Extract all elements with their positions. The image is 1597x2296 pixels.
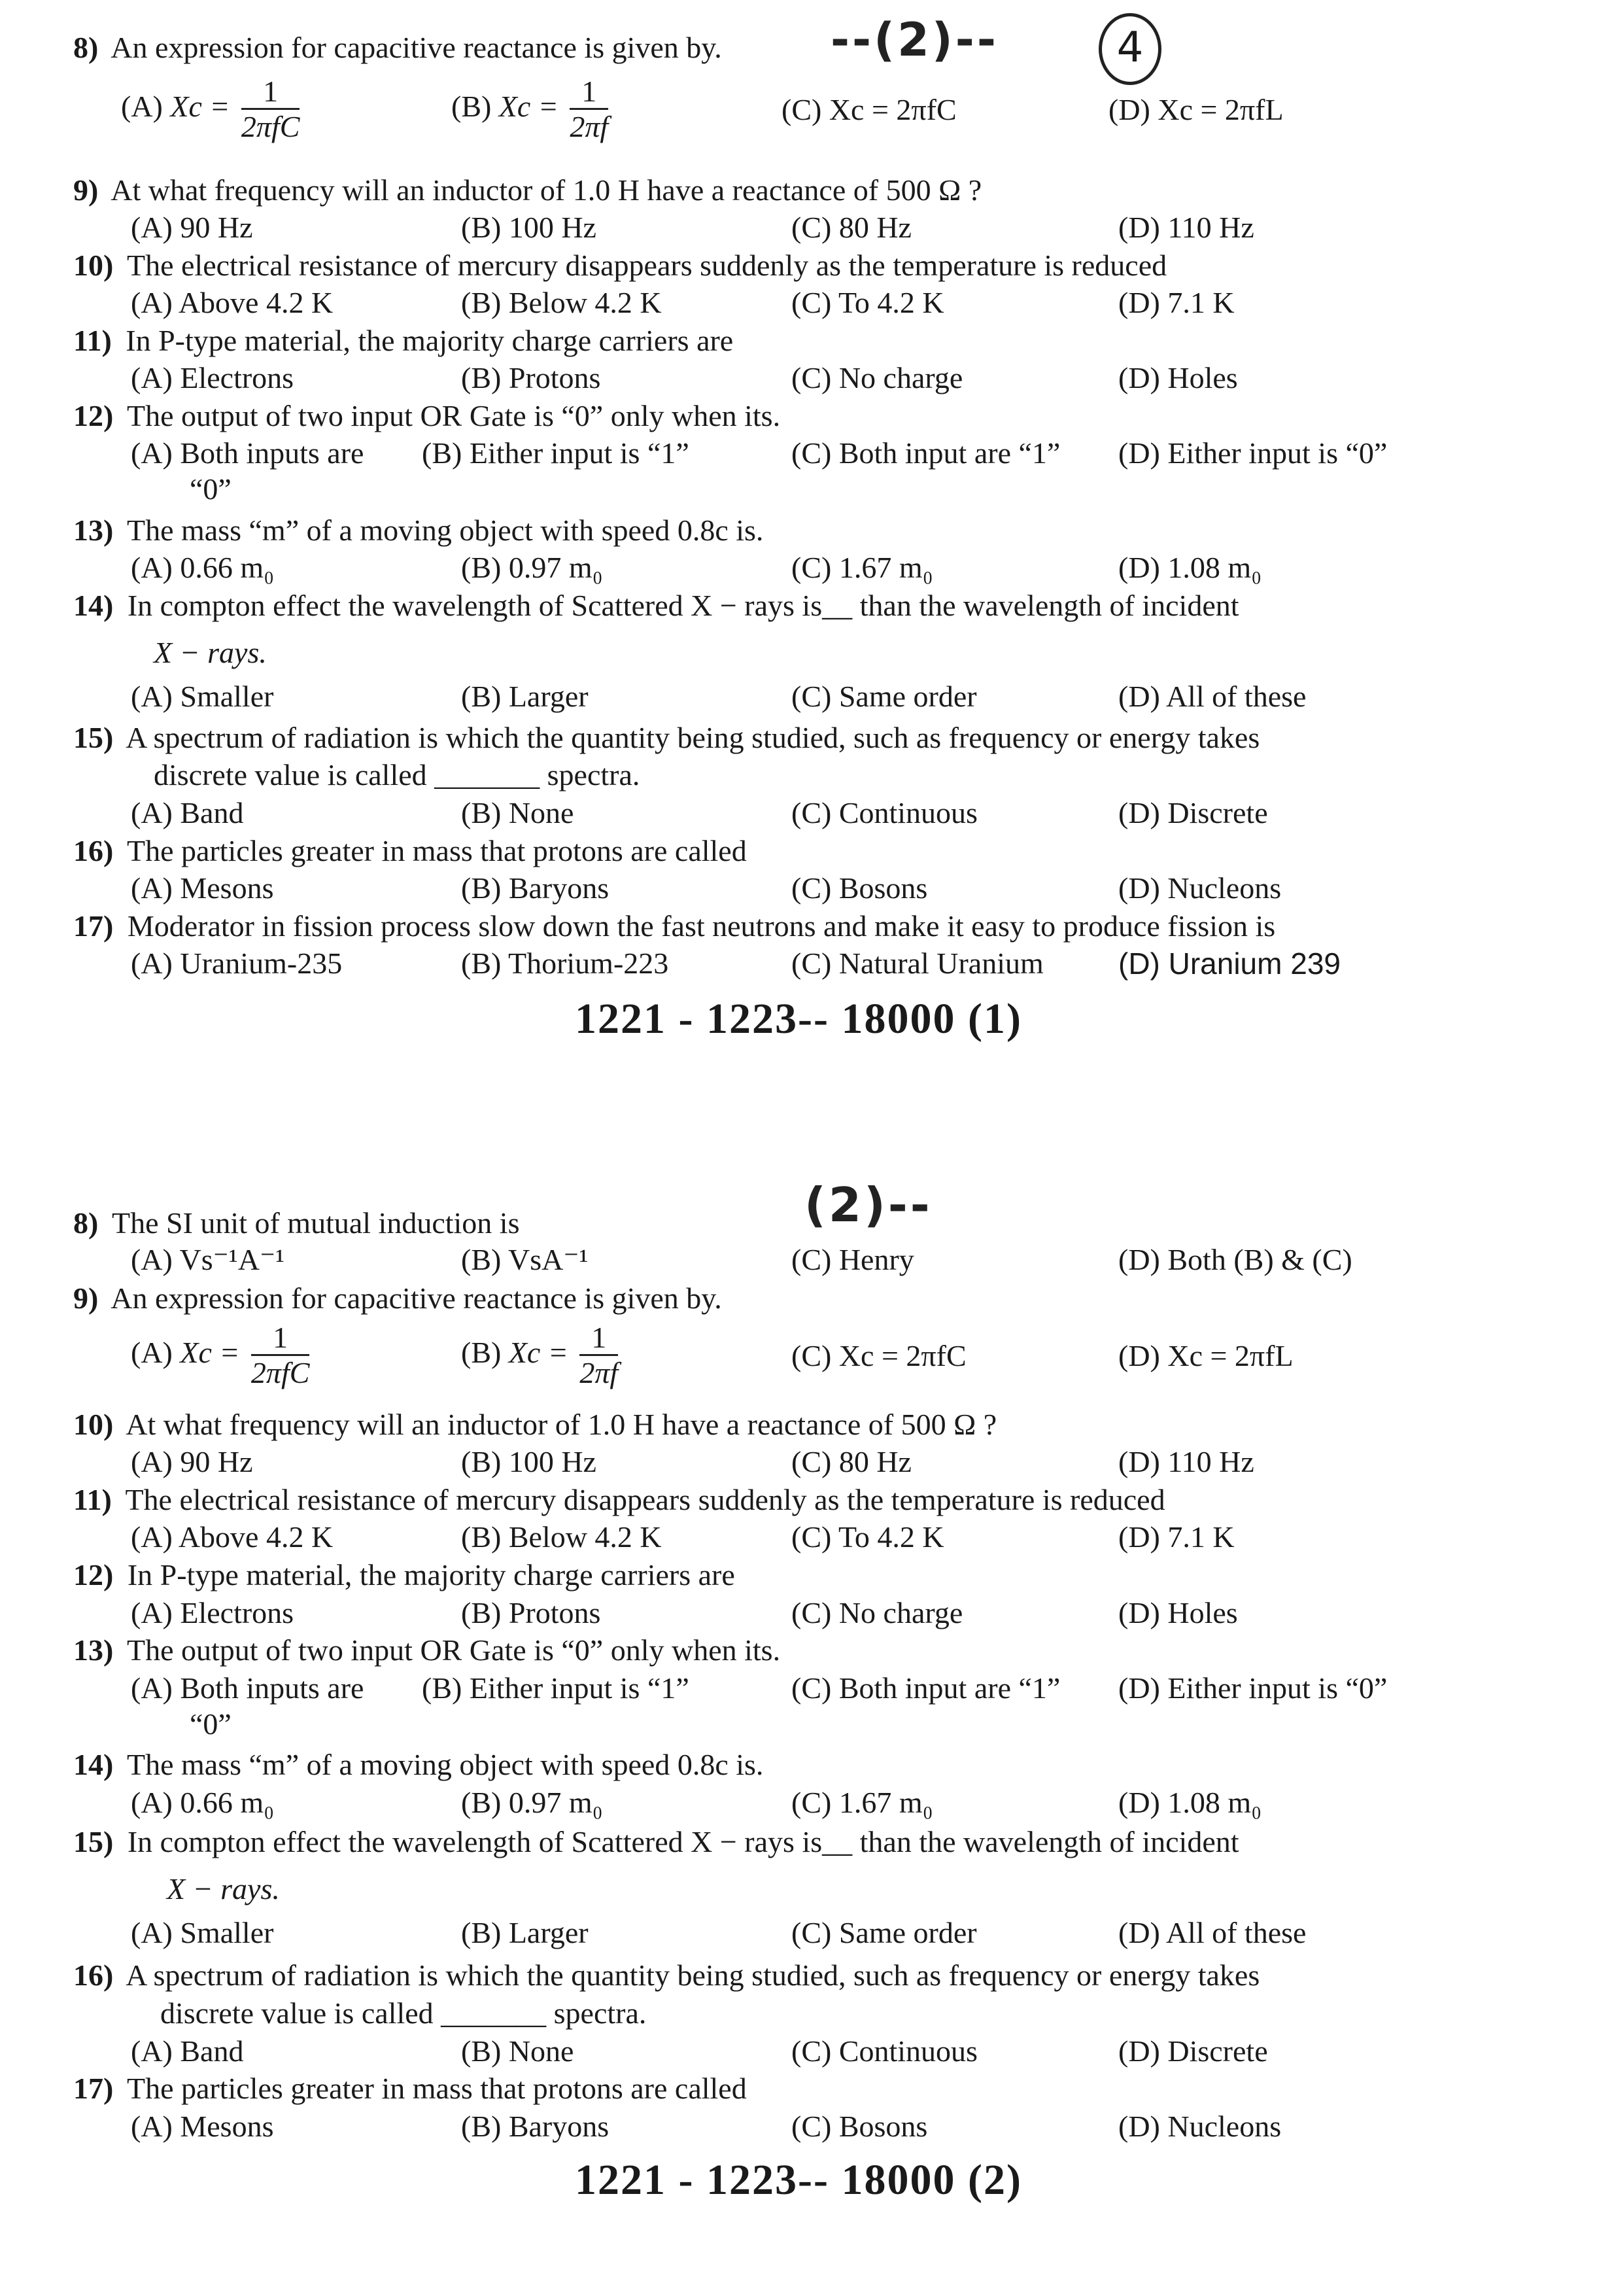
option-c: (C) No charge (791, 1596, 963, 1629)
option-b: (B) Larger (461, 1916, 589, 1949)
formula-lhs: Xc = (180, 1336, 240, 1370)
question-item (73, 1280, 1479, 1317)
option-b: (B) Either input is “1” (422, 436, 689, 470)
question-item (73, 1824, 1479, 1860)
question-number: 12) (73, 399, 114, 432)
question-text: In compton effect the wavelength of Scattered X − rays is__ than the wavelength of incident (127, 1825, 1239, 1858)
option-continuation: “0” (190, 472, 232, 506)
question-item (73, 908, 1479, 945)
question-text: The electrical resistance of mercury disappears suddenly as the temperature is reduced (125, 1483, 1165, 1516)
option-d: (D) 7.1 K (1118, 286, 1235, 319)
option-label: (A) (121, 90, 163, 124)
page-footer-code: 1221 - 1223-- 18000 (2) (575, 2156, 1022, 2204)
formula-lhs: Xc = (508, 1336, 568, 1370)
formula-lhs: Xc = (170, 90, 230, 124)
option-a: (A) 0.66 m₀ (131, 551, 275, 584)
question-item (73, 1205, 1479, 1242)
question-continuation: discrete value is called _______ spectra. (160, 1996, 647, 2030)
question-item (73, 1482, 1479, 1518)
option-b: (B) None (461, 2034, 574, 2068)
fraction (570, 75, 608, 144)
question-number: 11) (73, 324, 112, 357)
question-item (73, 1747, 1479, 1783)
option-d: (D) 110 Hz (1118, 211, 1254, 244)
question-item (73, 1406, 1479, 1443)
question-item (73, 512, 1479, 549)
option-c: (C) Bosons (791, 2110, 928, 2143)
question-text: The output of two input OR Gate is “0” only when its. (127, 399, 781, 432)
option-b: (B) Thorium-223 (461, 947, 669, 980)
option-a: (A) Vs⁻¹A⁻¹ (131, 1243, 285, 1276)
fraction (241, 75, 300, 144)
option-b: (B) 0.97 m₀ (461, 551, 603, 584)
question-text: The output of two input OR Gate is “0” only when its. (127, 1633, 781, 1667)
handwritten-page-mark: (2)-- (804, 1177, 933, 1232)
question-number: 14) (73, 589, 114, 622)
option-d: (D) Discrete (1118, 2034, 1268, 2068)
option-label: (B) (451, 90, 492, 124)
option-c: (C) Xc = 2πfC (781, 93, 957, 126)
option-c: (C) Same order (791, 680, 977, 713)
question-number: 16) (73, 834, 114, 867)
question-text: An expression for capacitive reactance is given by. (111, 31, 722, 64)
option-d: (D) All of these (1118, 1916, 1307, 1949)
option-a: (A) 90 Hz (131, 211, 253, 244)
question-number: 8) (73, 1206, 99, 1240)
option-b (461, 1321, 622, 1390)
option-b: (B) 100 Hz (461, 1445, 596, 1478)
fraction-numerator: 1 (251, 1321, 310, 1356)
question-number: 11) (73, 1483, 112, 1516)
question-text: A spectrum of radiation is which the quantity being studied, such as frequency or energy takes (126, 721, 1260, 754)
option-c: (C) To 4.2 K (791, 1520, 944, 1554)
question-text: An expression for capacitive reactance is given by. (111, 1281, 722, 1315)
question-text: The mass “m” of a moving object with speed 0.8c is. (127, 1748, 764, 1781)
option-label: (B) (461, 1336, 502, 1370)
option-b (451, 75, 612, 144)
question-number: 9) (73, 173, 99, 207)
question-item (73, 587, 1479, 624)
option-b: (B) Either input is “1” (422, 1671, 689, 1705)
question-number: 10) (73, 249, 114, 282)
option-a: (A) Above 4.2 K (131, 286, 334, 319)
option-d: (D) Xc = 2πfL (1108, 93, 1284, 126)
option-b: (B) None (461, 796, 574, 829)
question-number: 14) (73, 1748, 114, 1781)
question-item (73, 1632, 1479, 1669)
option-d: (D) Nucleons (1118, 871, 1282, 905)
question-item (73, 247, 1479, 284)
option-c: (C) Natural Uranium (791, 947, 1044, 980)
option-c: (C) Xc = 2πfC (791, 1339, 967, 1372)
option-c: (C) No charge (791, 361, 963, 394)
question-number: 15) (73, 721, 114, 754)
question-text: A spectrum of radiation is which the quantity being studied, such as frequency or energy takes (126, 1958, 1260, 1992)
option-b: (B) 0.97 m₀ (461, 1786, 603, 1819)
question-text: At what frequency will an inductor of 1.0 H have a reactance of 500 Ω ? (126, 1408, 997, 1441)
option-b: (B) Baryons (461, 2110, 610, 2143)
option-a: (A) 0.66 m₀ (131, 1786, 275, 1819)
question-item (73, 1957, 1479, 1994)
fraction-denominator: 2πfC (250, 1356, 310, 1389)
option-a: (A) Band (131, 2034, 244, 2068)
question-item (73, 833, 1479, 869)
question-text: At what frequency will an inductor of 1.0 H have a reactance of 500 Ω ? (111, 173, 982, 207)
option-b: (B) Below 4.2 K (461, 286, 662, 319)
option-d: (D) 110 Hz (1118, 1445, 1254, 1478)
question-continuation: discrete value is called _______ spectra. (154, 758, 640, 791)
question-number: 13) (73, 1633, 114, 1667)
option-a: (A) Above 4.2 K (131, 1520, 334, 1554)
question-text: The mass “m” of a moving object with speed 0.8c is. (127, 513, 764, 547)
question-number: 12) (73, 1558, 114, 1592)
option-b: (B) Protons (461, 1596, 601, 1629)
fraction (251, 1321, 310, 1390)
fraction (579, 1321, 618, 1390)
option-continuation: “0” (190, 1707, 232, 1741)
question-number: 17) (73, 909, 114, 943)
option-a: (A) Uranium-235 (131, 947, 343, 980)
option-c: (C) 80 Hz (791, 1445, 912, 1478)
question-item (73, 322, 1479, 359)
question-text: In P-type material, the majority charge carriers are (127, 1558, 735, 1592)
option-c: (C) To 4.2 K (791, 286, 944, 319)
option-c: (C) Bosons (791, 871, 928, 905)
option-a (131, 1321, 313, 1390)
question-item (73, 720, 1479, 756)
option-b: (B) Protons (461, 361, 601, 394)
option-d: (D) 7.1 K (1118, 1520, 1235, 1554)
option-b: (B) Larger (461, 680, 589, 713)
question-continuation: X − rays. (154, 636, 267, 669)
option-label: (A) (131, 1336, 173, 1370)
question-number: 17) (73, 2072, 114, 2105)
fraction-numerator: 1 (241, 75, 300, 110)
option-d: (D) All of these (1118, 680, 1307, 713)
fraction-numerator: 1 (579, 1321, 618, 1356)
option-d: (D) Uranium 239 (1118, 947, 1341, 981)
option-a: (A) Band (131, 796, 244, 829)
option-a: (A) Smaller (131, 680, 274, 713)
option-c: (C) Same order (791, 1916, 977, 1949)
question-text: In P-type material, the majority charge carriers are (126, 324, 734, 357)
question-continuation: X − rays. (167, 1872, 280, 1905)
fraction-numerator: 1 (570, 75, 608, 110)
option-c: (C) 80 Hz (791, 211, 912, 244)
question-number: 8) (73, 31, 99, 64)
option-a: (A) Mesons (131, 2110, 274, 2143)
question-number: 9) (73, 1281, 99, 1315)
option-a: (A) Electrons (131, 1596, 294, 1629)
handwritten-page-mark: --(2)-- (831, 13, 999, 67)
option-b: (B) 100 Hz (461, 211, 596, 244)
question-text: The particles greater in mass that protons are called (127, 2072, 747, 2105)
option-d: (D) Discrete (1118, 796, 1268, 829)
fraction-denominator: 2πf (570, 110, 609, 143)
option-a: (A) Smaller (131, 1916, 274, 1949)
option-a: (A) Electrons (131, 361, 294, 394)
option-a: (A) Both inputs are (131, 1671, 364, 1705)
option-d: (D) 1.08 m₀ (1118, 1786, 1262, 1819)
option-a: (A) Mesons (131, 871, 274, 905)
option-d: (D) Nucleons (1118, 2110, 1282, 2143)
question-number: 13) (73, 513, 114, 547)
option-d: (D) Either input is “0” (1118, 1671, 1388, 1705)
question-text: Moderator in fission process slow down the fast neutrons and make it easy to produce fission is (127, 909, 1276, 943)
question-text: In compton effect the wavelength of Scattered X − rays is__ than the wavelength of incident (127, 589, 1239, 622)
option-a: (A) Both inputs are (131, 436, 364, 470)
option-c: (C) Continuous (791, 2034, 978, 2068)
question-item (73, 172, 1479, 209)
question-item (73, 2070, 1479, 2107)
option-d: (D) Holes (1118, 1596, 1238, 1629)
fraction-denominator: 2πf (579, 1356, 619, 1389)
question-number: 10) (73, 1408, 114, 1441)
option-b: (B) VsA⁻¹ (461, 1243, 589, 1276)
option-c: (C) Henry (791, 1243, 914, 1276)
option-c: (C) Both input are “1” (791, 1671, 1061, 1705)
option-d: (D) 1.08 m₀ (1118, 551, 1262, 584)
option-d: (D) Xc = 2πfL (1118, 1339, 1294, 1372)
question-text: The SI unit of mutual induction is (112, 1206, 520, 1240)
option-c: (C) 1.67 m₀ (791, 1786, 933, 1819)
formula-lhs: Xc = (498, 90, 558, 124)
option-c: (C) 1.67 m₀ (791, 551, 933, 584)
option-d: (D) Either input is “0” (1118, 436, 1388, 470)
option-a (121, 75, 303, 144)
question-item (73, 398, 1479, 434)
fraction-denominator: 2πfC (241, 110, 300, 143)
option-d: (D) Holes (1118, 361, 1238, 394)
option-d: (D) Both (B) & (C) (1118, 1243, 1352, 1276)
question-item (73, 1557, 1479, 1593)
question-text: The electrical resistance of mercury disappears suddenly as the temperature is reduced (127, 249, 1167, 282)
question-text: The particles greater in mass that protons are called (127, 834, 747, 867)
option-b: (B) Below 4.2 K (461, 1520, 662, 1554)
option-a: (A) 90 Hz (131, 1445, 253, 1478)
question-item (73, 29, 1479, 66)
page-footer-code: 1221 - 1223-- 18000 (1) (575, 995, 1022, 1043)
option-c: (C) Both input are “1” (791, 436, 1061, 470)
question-number: 15) (73, 1825, 114, 1858)
question-number: 16) (73, 1958, 114, 1992)
option-c: (C) Continuous (791, 796, 978, 829)
circled-page-number: 4 (1099, 13, 1161, 85)
option-b: (B) Baryons (461, 871, 610, 905)
